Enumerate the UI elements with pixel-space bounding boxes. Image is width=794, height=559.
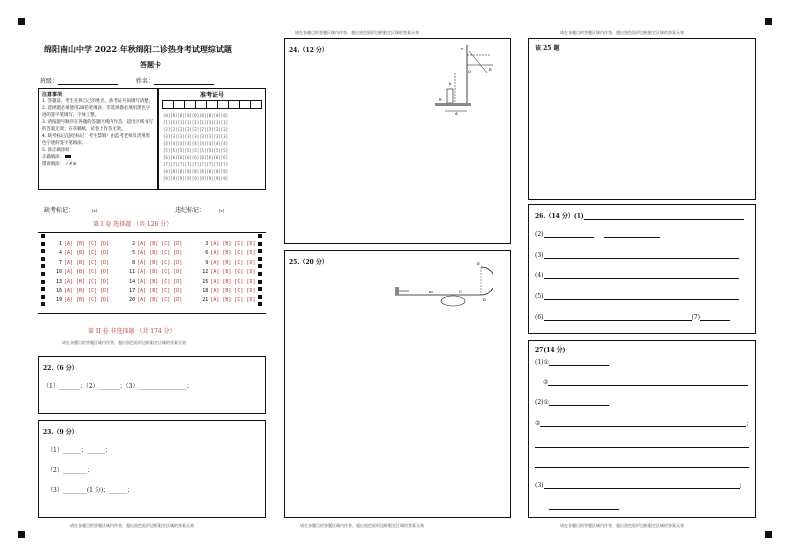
q26-box: [528, 204, 756, 334]
mc-question-number: 1: [58, 241, 62, 247]
note-item: 2. 选择题必须使用2B铅笔填涂；非选择题必须用黑色字迹的签字笔填写，字体工整。: [42, 106, 151, 118]
mc-options[interactable]: [A] [B] [C] [D]: [137, 297, 183, 304]
note-item: 5. 涂正确涂样：: [42, 148, 74, 153]
mc-options[interactable]: [A] [B] [C] [D]: [210, 297, 256, 304]
mc-question-row[interactable]: [54, 278, 109, 287]
mc-options[interactable]: [A] [B] [C] [D]: [137, 250, 183, 257]
q24-box: [284, 38, 511, 244]
q22-answer-line[interactable]: （1）_______；（2）_______；（3）________________；: [43, 383, 193, 390]
corner-mark-top-left: [18, 18, 25, 25]
mc-question-number: 8: [132, 259, 136, 266]
q27-line-3[interactable]: (2)①: [535, 399, 609, 406]
q27-line-1[interactable]: (1)①: [535, 359, 609, 366]
mc-question-row[interactable]: [127, 240, 182, 249]
timing-mark: [41, 257, 45, 261]
q27-line-2[interactable]: ②: [543, 379, 748, 386]
exam-id-title: 准考证号: [199, 92, 224, 99]
timing-mark: [41, 249, 45, 253]
mc-question-number: 21: [202, 297, 209, 304]
timing-mark: [258, 302, 262, 306]
mc-options[interactable]: [A] [B] [C] [D]: [137, 269, 183, 276]
mc-question-row[interactable]: [54, 287, 109, 296]
note-item: 1. 答题前，考生先将自己的姓名、准考证号码填写清楚。: [42, 99, 153, 104]
mc-question-number: 11: [129, 269, 136, 276]
wrong-sample-row: 错误填涂： ✓✗⊘: [42, 162, 77, 167]
timing-mark: [41, 295, 45, 299]
mc-options[interactable]: [A] [B] [C] [D]: [210, 288, 256, 295]
footer-notice-middle: 请在各题目的答题区域内作答，超出黑色矩形边框限定区域的答案无效: [300, 523, 424, 528]
mc-question-number: 10: [55, 269, 62, 276]
q22-box: [38, 356, 266, 414]
q24-label-h: h: [449, 81, 452, 86]
name-label: 姓名：: [135, 78, 154, 85]
correct-sample-row: [42, 154, 154, 161]
timing-mark: [258, 264, 262, 268]
mc-options[interactable]: [A] [B] [C] [D]: [64, 288, 110, 295]
timing-mark: [41, 264, 45, 268]
mc-question-number: 20: [129, 297, 136, 304]
q27-line-4[interactable]: ② ;: [535, 420, 749, 427]
mc-options[interactable]: [A] [B] [C] [D]: [210, 250, 256, 257]
mc-question-number: 18: [202, 288, 209, 295]
corner-mark-top-right: [765, 18, 772, 25]
timing-mark: [41, 234, 45, 238]
exam-id-bubble-row[interactable]: [7][7][7][7][7][7][7][7][7]: [163, 162, 229, 167]
timing-mark: [258, 242, 262, 246]
q26-title-row[interactable]: [535, 211, 744, 220]
timing-marks-left: [41, 234, 45, 312]
section-2-notice: 请在各题目的答题区域内作答，超出黑色矩形边框限定区域的答案无效: [62, 340, 186, 345]
exam-id-bubble-row[interactable]: [9][9][9][9][9][9][9][9][9]: [163, 176, 229, 181]
header-notice-right: 请在各题目的答题区域内作答，超出黑色矩形边框限定区域的答案无效: [560, 30, 684, 35]
mc-question-number: 6: [205, 250, 209, 257]
q33-box: [528, 38, 756, 200]
violation-mark-row: [175, 205, 224, 214]
notes-box: [38, 88, 158, 190]
exam-id-write-cells[interactable]: [162, 100, 262, 109]
class-field[interactable]: [40, 76, 214, 85]
mc-column: [200, 240, 255, 306]
q26-line-2[interactable]: (2): [535, 231, 660, 238]
section-1-heading: 第 I 卷 选择题 （共 126 分）: [93, 221, 173, 228]
mc-question-row[interactable]: [200, 249, 255, 258]
q25-label-d: D: [483, 297, 487, 302]
q23-box: [38, 420, 266, 518]
absent-bubble[interactable]: [x]: [91, 208, 98, 213]
timing-mark: [258, 287, 262, 291]
footer-notice-right: 请在各题目的答题区域内作答，超出黑色矩形边框限定区域的答案无效: [560, 523, 684, 528]
timing-mark: [258, 272, 262, 276]
q25-label-m: m: [429, 289, 433, 294]
timing-marks-right: [258, 234, 262, 312]
timing-mark: [258, 295, 262, 299]
mc-options[interactable]: [A] [B] [C] [D]: [210, 241, 256, 247]
q24-label-v: v: [461, 46, 464, 51]
q24-label-o: O: [468, 69, 472, 74]
mc-question-number: 3: [205, 241, 209, 247]
notes-heading: 注意事项: [42, 92, 63, 98]
mc-options[interactable]: [A] [B] [C] [D]: [64, 250, 110, 257]
timing-mark: [258, 234, 262, 238]
mc-question-number: 2: [132, 241, 136, 247]
exam-id-bubble-grid[interactable]: [163, 112, 261, 182]
q23-line-2[interactable]: （2）________；: [47, 467, 93, 474]
mc-question-row[interactable]: [127, 259, 182, 268]
q24-label-e: E: [489, 67, 492, 72]
q23-line-1[interactable]: （1）______；______；: [47, 447, 111, 454]
mc-question-number: 7: [58, 259, 62, 266]
page-title: 绵阳南山中学 2022 年秋绵阳二诊热身考试理综试题: [44, 44, 232, 54]
timing-mark: [41, 272, 45, 276]
note-item: 3. 请按题号顺序在各题的答题区域内作答，超出区域书写的答案无效；在草稿纸、试卷上作答无效。: [42, 120, 153, 132]
mc-question-row[interactable]: [127, 287, 182, 296]
footer-notice-left: 请在各题目的答题区域内作答，超出黑色矩形边框限定区域的答案无效: [70, 523, 194, 528]
class-input-line[interactable]: [58, 84, 118, 85]
mc-question-number: 19: [55, 297, 62, 304]
violation-label: 违纪标记：: [175, 207, 206, 214]
mc-question-row[interactable]: [127, 249, 182, 258]
corner-mark-bottom-left: [18, 531, 25, 538]
mc-options[interactable]: [A] [B] [C] [D]: [137, 259, 183, 266]
page-subtitle: 答题卡: [140, 60, 161, 69]
q27-line-6[interactable]: [535, 461, 749, 468]
correct-sample-label: 正确填涂：: [42, 155, 64, 160]
header-notice-middle: 请在各题目的答题区域内作答，超出黑色矩形边框限定区域的答案无效: [295, 30, 419, 35]
mc-question-number: 13: [55, 278, 62, 285]
q26-line-5[interactable]: (5): [535, 293, 739, 300]
q27-title: 27(14 分): [535, 347, 566, 354]
mc-question-row[interactable]: [127, 296, 182, 305]
mc-options[interactable]: [A] [B] [C] [D]: [137, 278, 183, 285]
mc-column: [54, 240, 109, 306]
q24-title: 24.（12 分）: [289, 47, 328, 54]
mc-options[interactable]: [A] [B] [C] [D]: [210, 269, 256, 276]
mc-question-number: 16: [55, 288, 62, 295]
q25-label-c: C: [459, 289, 463, 294]
mc-options[interactable]: [A] [B] [C] [D]: [210, 278, 256, 285]
mc-question-row[interactable]: [54, 240, 109, 249]
q24-label-d: d: [455, 111, 458, 115]
name-input-line[interactable]: [154, 84, 214, 85]
timing-mark: [258, 249, 262, 253]
wrong-sample-label: 错误填涂：: [42, 162, 64, 167]
mc-question-row[interactable]: [200, 287, 255, 296]
mc-options[interactable]: [A] [B] [C] [D]: [64, 297, 110, 304]
q27-box: [528, 340, 756, 518]
q33-title: 该 25 题: [535, 45, 560, 52]
mc-question-row[interactable]: [200, 278, 255, 287]
exam-id-bubble-row[interactable]: [4][4][4][4][4][4][4][4][4]: [163, 141, 229, 146]
q26-title: 26.（14 分）(1): [535, 213, 584, 220]
mc-question-row[interactable]: [127, 278, 182, 287]
mc-options[interactable]: [A] [B] [C] [D]: [64, 278, 110, 285]
timing-mark: [258, 257, 262, 261]
q27-line-5[interactable]: [535, 441, 749, 448]
q22-title: 22.（6 分）: [43, 365, 78, 372]
mc-question-number: 12: [202, 269, 209, 276]
q24-diagram: [425, 43, 497, 115]
mc-question-row[interactable]: [200, 240, 255, 249]
q27-line-8[interactable]: [549, 503, 619, 510]
q26-line-3[interactable]: (3): [535, 252, 739, 259]
mc-options[interactable]: [A] [B] [C] [D]: [137, 288, 183, 295]
timing-mark: [41, 242, 45, 246]
timing-mark: [258, 280, 262, 284]
q25-title: 25.（20 分）: [289, 259, 328, 266]
q27-line-7[interactable]: (3) ;: [535, 482, 742, 489]
mc-options[interactable]: [A] [B] [C] [D]: [64, 269, 110, 276]
exam-id-bubble-row[interactable]: [0][0][0][0][0][0][0][0][0]: [163, 113, 229, 118]
mc-column: [127, 240, 182, 306]
mc-question-row[interactable]: [54, 259, 109, 268]
mc-options[interactable]: [A] [B] [C] [D]: [64, 241, 110, 247]
q23-title: 23.（9 分）: [43, 429, 78, 436]
timing-mark: [41, 280, 45, 284]
exam-id-bubble-row[interactable]: [5][5][5][5][5][5][5][5][5]: [163, 148, 229, 153]
mc-question-row[interactable]: [200, 296, 255, 305]
violation-bubble[interactable]: [x]: [218, 208, 225, 213]
mc-question-row[interactable]: [200, 268, 255, 277]
q26-line-6[interactable]: (6) (7): [535, 314, 730, 321]
mc-question-number: 5: [132, 250, 136, 257]
corner-mark-bottom-right: [765, 531, 772, 538]
mc-question-number: 14: [129, 278, 136, 285]
mc-question-row[interactable]: [127, 268, 182, 277]
section-2-heading: 第 II 卷 非选择题 （共 174 分）: [88, 328, 176, 335]
class-label: 班级：: [40, 78, 59, 85]
exam-id-bubble-row[interactable]: [2][2][2][2][2][2][2][2][2]: [163, 127, 229, 132]
mc-question-row[interactable]: [54, 268, 109, 277]
mc-question-number: 15: [202, 278, 209, 285]
mc-question-row[interactable]: [54, 296, 109, 305]
mc-question-row[interactable]: [54, 249, 109, 258]
exam-id-bubble-row[interactable]: [3][3][3][3][3][3][3][3][3]: [163, 134, 229, 139]
absent-label: 缺考标记：: [44, 207, 75, 214]
mc-question-number: 4: [58, 250, 62, 257]
q23-line-3[interactable]: （3）________(1 分)；______；: [47, 487, 134, 494]
absent-mark-row: [44, 205, 97, 214]
q26-line-4[interactable]: (4): [535, 272, 739, 279]
q25-diagram: [393, 261, 493, 313]
exam-id-bubble-row[interactable]: [8][8][8][8][8][8][8][8][8]: [163, 169, 229, 174]
mc-question-row[interactable]: [200, 259, 255, 268]
q25-label-e: E: [477, 261, 480, 266]
exam-id-bubble-row[interactable]: [6][6][6][6][6][6][6][6][6]: [163, 155, 229, 160]
timing-mark: [41, 302, 45, 306]
q24-label-theta: θ: [439, 97, 442, 102]
mc-block: [38, 232, 266, 314]
timing-mark: [41, 287, 45, 291]
mc-question-number: 17: [129, 288, 136, 295]
mc-options[interactable]: [A] [B] [C] [D]: [210, 259, 256, 266]
mc-options[interactable]: [A] [B] [C] [D]: [137, 241, 183, 247]
exam-id-box: [158, 88, 266, 190]
note-item: 4. 缺考标记/违纪标记：考生禁填！由监考老师负责用黑色字迹的签字笔填涂。: [42, 134, 151, 146]
exam-id-bubble-row[interactable]: [1][1][1][1][1][1][1][1][1]: [163, 120, 229, 125]
mc-question-number: 9: [205, 259, 209, 266]
q25-box: [284, 250, 511, 518]
mc-options[interactable]: [A] [B] [C] [D]: [64, 259, 110, 266]
